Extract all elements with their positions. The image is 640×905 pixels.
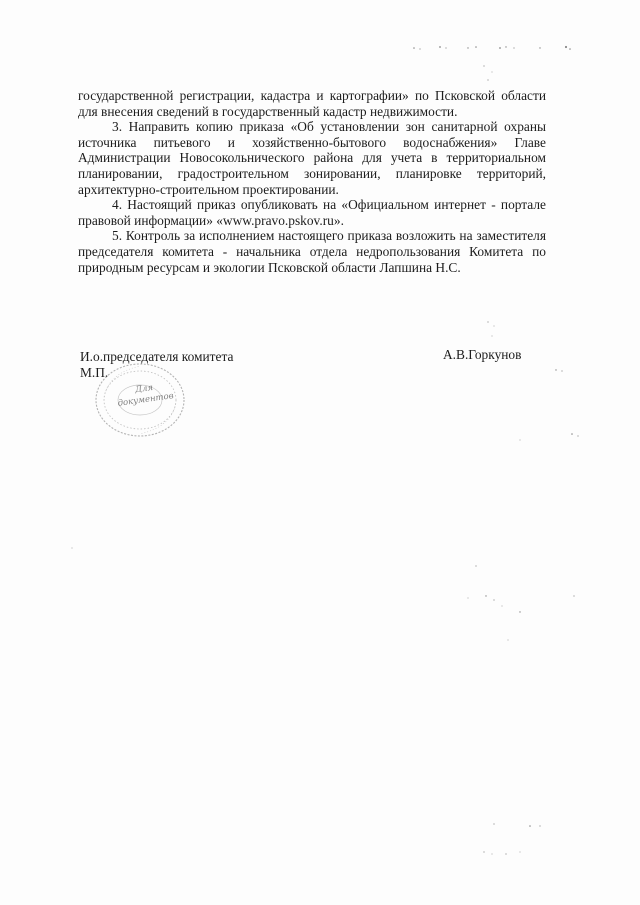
signatory-title: И.о.председателя комитета: [80, 349, 234, 364]
stamp-text: Для документов: [117, 382, 175, 409]
paragraph-3: 3. Направить копию приказа «Об установлении зон санитарной охраны источника питьевого и хозяйственно-бытового водоснабжения» Главе Администрации Новосокольнического района для учета в территориальном планировании, градостроительном зонировании, планировке территорий, архитектурно-строительном проектировании.: [78, 119, 546, 197]
signatory-name: А.В.Горкунов: [443, 347, 522, 362]
document-body: [78, 88, 546, 275]
paragraph-4: 4. Настоящий приказ опубликовать на «Официальном интернет - портале правовой информации» «www.pravo.pskov.ru».: [78, 197, 546, 228]
seal-label: М.П.: [80, 365, 109, 380]
paragraph-continuation: государственной регистрации, кадастра и картографии» по Псковской области для внесения сведений в государственный кадастр недвижимости.: [78, 88, 546, 119]
paragraph-5: 5. Контроль за исполнением настоящего приказа возложить на заместителя председателя комитета - начальника отдела недропользования Комитета по природным ресурсам и экологии Псковской области Лапшина Н.С.: [78, 228, 546, 275]
